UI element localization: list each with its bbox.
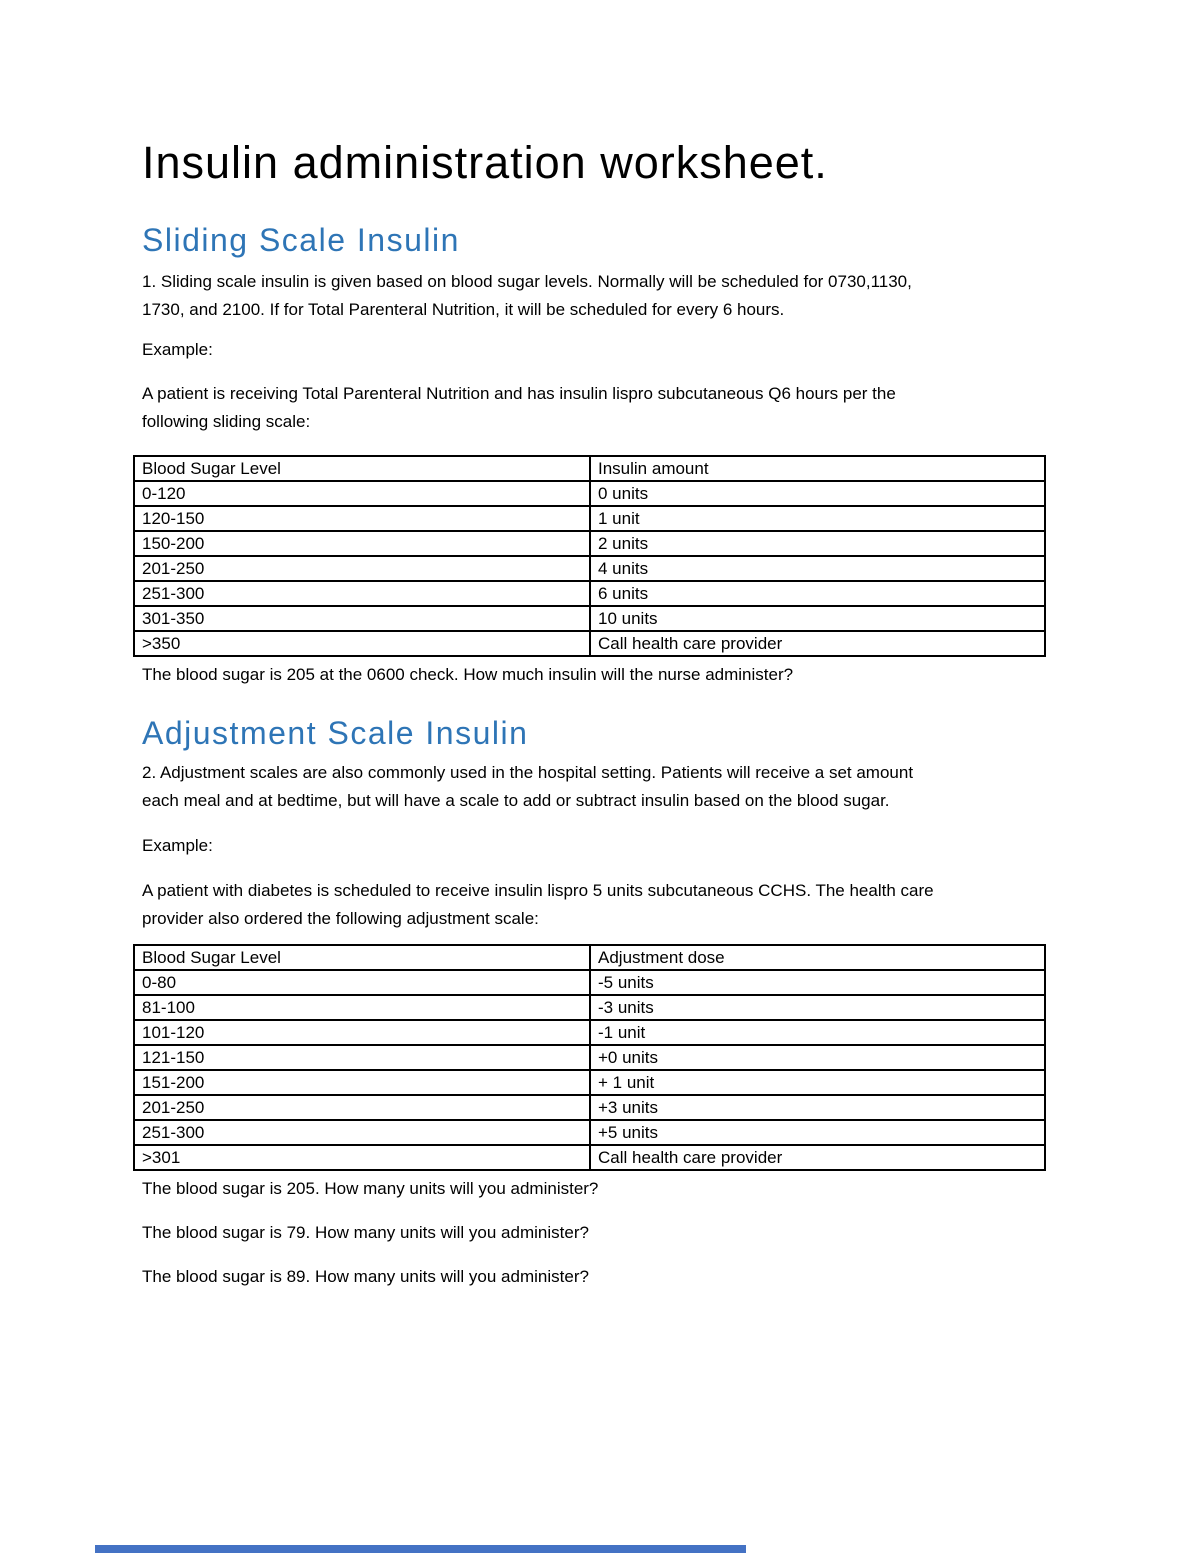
example-line: A patient is receiving Total Parenteral Nutrition and has insulin lispro subcutaneous Q6 hours per the bbox=[142, 384, 896, 403]
table-cell: 0-80 bbox=[134, 970, 590, 995]
table-header-cell: Adjustment dose bbox=[590, 945, 1045, 970]
table-row bbox=[134, 581, 1045, 606]
table-cell: +3 units bbox=[590, 1095, 1045, 1120]
table-row bbox=[134, 631, 1045, 656]
example-line: provider also ordered the following adjustment scale: bbox=[142, 909, 539, 928]
intro-line: 1. Sliding scale insulin is given based on blood sugar levels. Normally will be scheduled for 0730,1130, bbox=[142, 272, 912, 291]
table-cell: 121-150 bbox=[134, 1045, 590, 1070]
table-cell: 101-120 bbox=[134, 1020, 590, 1045]
table-row bbox=[134, 1145, 1045, 1170]
question-text: The blood sugar is 79. How many units will you administer? bbox=[142, 1223, 589, 1242]
example-line: A patient with diabetes is scheduled to receive insulin lispro 5 units subcutaneous CCHS. The health care bbox=[142, 881, 934, 900]
table-cell: Call health care provider bbox=[590, 1145, 1045, 1170]
example-label: Example: bbox=[142, 340, 213, 359]
page-title: Insulin administration worksheet. bbox=[142, 137, 828, 188]
table-row bbox=[134, 1045, 1045, 1070]
table-header-cell: Blood Sugar Level bbox=[134, 456, 590, 481]
table-header-cell: Insulin amount bbox=[590, 456, 1045, 481]
table-cell: 10 units bbox=[590, 606, 1045, 631]
table-cell: -1 unit bbox=[590, 1020, 1045, 1045]
table-cell: 150-200 bbox=[134, 531, 590, 556]
question-text: The blood sugar is 89. How many units will you administer? bbox=[142, 1267, 589, 1286]
table-row bbox=[134, 531, 1045, 556]
table-row bbox=[134, 456, 1045, 481]
question-text: The blood sugar is 205. How many units will you administer? bbox=[142, 1179, 599, 1198]
table-cell: -5 units bbox=[590, 970, 1045, 995]
table-cell: 151-200 bbox=[134, 1070, 590, 1095]
table-row bbox=[134, 506, 1045, 531]
table-row bbox=[134, 995, 1045, 1020]
table-row bbox=[134, 1020, 1045, 1045]
table-cell: 0-120 bbox=[134, 481, 590, 506]
sliding-scale-table bbox=[133, 455, 1046, 657]
table-row bbox=[134, 970, 1045, 995]
table-cell: 4 units bbox=[590, 556, 1045, 581]
table-row bbox=[134, 945, 1045, 970]
intro-line: each meal and at bedtime, but will have a scale to add or subtract insulin based on the blood sugar. bbox=[142, 791, 890, 810]
table-cell: 120-150 bbox=[134, 506, 590, 531]
table-header-cell: Blood Sugar Level bbox=[134, 945, 590, 970]
example-label: Example: bbox=[142, 836, 213, 855]
section-heading-sliding-scale: Sliding Scale Insulin bbox=[142, 222, 460, 258]
adjustment-scale-table bbox=[133, 944, 1046, 1171]
table-cell: 251-300 bbox=[134, 1120, 590, 1145]
section-heading-adjustment-scale: Adjustment Scale Insulin bbox=[142, 715, 529, 751]
table-cell: Call health care provider bbox=[590, 631, 1045, 656]
table-cell: 301-350 bbox=[134, 606, 590, 631]
table-cell: 251-300 bbox=[134, 581, 590, 606]
question-text: The blood sugar is 205 at the 0600 check. How much insulin will the nurse administer? bbox=[142, 665, 794, 684]
table-row bbox=[134, 1070, 1045, 1095]
table-cell: >350 bbox=[134, 631, 590, 656]
table-row bbox=[134, 481, 1045, 506]
table-row bbox=[134, 1095, 1045, 1120]
intro-line: 1730, and 2100. If for Total Parenteral Nutrition, it will be scheduled for every 6 hours. bbox=[142, 300, 785, 319]
example-line: following sliding scale: bbox=[142, 412, 311, 431]
table-row bbox=[134, 606, 1045, 631]
table-row bbox=[134, 556, 1045, 581]
table-cell: >301 bbox=[134, 1145, 590, 1170]
table-cell: + 1 unit bbox=[590, 1070, 1045, 1095]
table-cell: 81-100 bbox=[134, 995, 590, 1020]
table-cell: -3 units bbox=[590, 995, 1045, 1020]
table-cell: 1 unit bbox=[590, 506, 1045, 531]
table-row bbox=[134, 1120, 1045, 1145]
table-cell: 2 units bbox=[590, 531, 1045, 556]
table-cell: 0 units bbox=[590, 481, 1045, 506]
footer-bar bbox=[95, 1545, 746, 1553]
table-cell: 201-250 bbox=[134, 556, 590, 581]
table-cell: 201-250 bbox=[134, 1095, 590, 1120]
table-cell: +5 units bbox=[590, 1120, 1045, 1145]
document-page bbox=[142, 0, 1052, 1291]
intro-line: 2. Adjustment scales are also commonly used in the hospital setting. Patients will receive a set amount bbox=[142, 763, 914, 782]
table-cell: 6 units bbox=[590, 581, 1045, 606]
table-cell: +0 units bbox=[590, 1045, 1045, 1070]
